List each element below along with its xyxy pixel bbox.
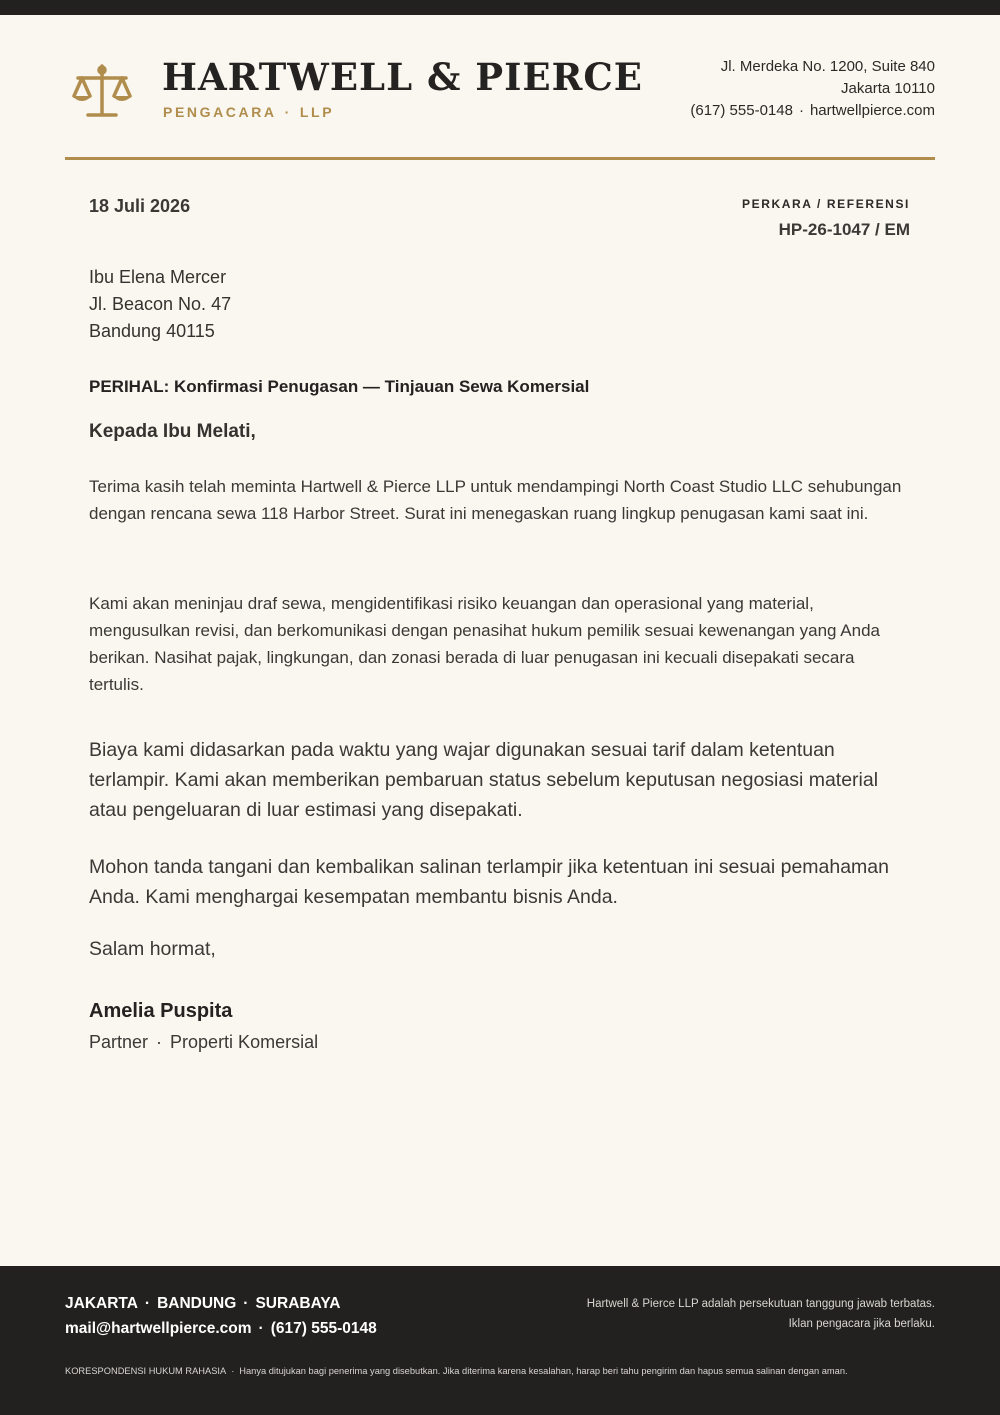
firm-subtitle: [163, 104, 334, 120]
address-line-2: Jakarta 10110: [841, 80, 935, 97]
footer-legal-notice: [587, 1294, 935, 1334]
letter-date: 18 Juli 2026: [89, 196, 191, 216]
body-paragraph-2: Kami akan meninjau draf sewa, mengidentifikasi risiko keuangan dan operasional yang material, mengusulkan revisi, dan berkomunikasi dengan penasihat hukum pemilik sesuai kewenangan yang Anda berikan. Nasihat pajak, lingkungan, dan zonasi berada di luar penugasan ini kecuali disepakati secara tertulis.: [89, 594, 880, 694]
contact-line: [690, 100, 935, 122]
header-divider: [65, 157, 935, 160]
body-paragraph-1: Terima kasih telah meminta Hartwell & Pierce LLP untuk mendampingi North Coast Studio LLC sehubungan dengan rencana sewa 118 Harbor Street. Surat ini menegaskan ruang lingkup penugasan kami saat ini.: [89, 477, 902, 523]
firm-address: [690, 56, 935, 122]
recipient-block: [89, 264, 231, 345]
salutation: Kepada Ibu Melati,: [89, 421, 256, 442]
footer-email-link[interactable]: mail@hartwellpierce.com: [65, 1320, 252, 1337]
confidentiality-label: KORESPONDENSI HUKUM RAHASIA: [65, 1366, 227, 1376]
separator-dot: ·: [798, 102, 804, 119]
recipient-city: Bandung 40115: [89, 321, 215, 341]
body-paragraph-3: Biaya kami didasarkan pada waktu yang wajar digunakan sesuai tarif dalam ketentuan terlampir. Kami akan memberikan pembaruan status sebelum keputusan negosiasi material atau pengeluaran di luar estimasi yang disepakati.: [89, 739, 879, 821]
letter-subject: PERIHAL: Konfirmasi Penugasan — Tinjauan Sewa Komersial: [89, 377, 590, 396]
firm-subtitle-entity: LLP: [299, 104, 335, 120]
signer-practice: Properti Komersial: [170, 1032, 319, 1052]
legal-line-1: Hartwell & Pierce LLP adalah persekutuan tanggung jawab terbatas.: [586, 1298, 935, 1310]
signer-name: Amelia Puspita: [89, 1000, 233, 1022]
separator-dot: ·: [284, 104, 292, 120]
signer-role: Partner: [89, 1032, 149, 1052]
separator-dot: ·: [144, 1295, 151, 1312]
reference-number: HP-26-1047 / EM: [778, 220, 910, 239]
firm-subtitle-practice: PENGACARA: [163, 104, 277, 120]
firm-phone: (617) 555-0148: [690, 102, 793, 119]
closing: Salam hormat,: [89, 938, 216, 960]
footer-cities: [65, 1295, 340, 1313]
signer-title: [89, 1032, 318, 1053]
firm-website-link[interactable]: hartwellpierce.com: [809, 102, 935, 119]
address-line-1: Jl. Merdeka No. 1200, Suite 840: [720, 58, 935, 75]
recipient-street: Jl. Beacon No. 47: [89, 294, 232, 314]
firm-name: HARTWELL & PIERCE: [162, 55, 643, 99]
separator-dot: ·: [258, 1320, 264, 1337]
footer-city: JAKARTA: [65, 1295, 138, 1312]
scales-of-justice-icon: [70, 62, 134, 120]
footer-city: BANDUNG: [157, 1295, 237, 1312]
separator-dot: ·: [243, 1295, 249, 1312]
separator-dot: ·: [231, 1366, 235, 1376]
top-bar: [0, 0, 1000, 15]
footer-phone: (617) 555-0148: [270, 1320, 377, 1337]
confidentiality-notice: [65, 1366, 848, 1376]
reference-label: PERKARA / REFERENSI: [742, 197, 910, 211]
body-paragraph-4: Mohon tanda tangani dan kembalikan salinan terlampir jika ketentuan ini sesuai pemahaman Anda. Kami menghargai kesempatan membantu bisnis Anda.: [89, 856, 889, 908]
footer-city: SURABAYA: [255, 1295, 341, 1312]
separator-dot: ·: [156, 1032, 163, 1052]
legal-line-2: Iklan pengacara jika berlaku.: [788, 1318, 935, 1330]
footer: [0, 1266, 1000, 1415]
confidentiality-text: Hanya ditujukan bagi penerima yang disebutkan. Jika diterima karena kesalahan, harap beri tahu pengirim dan hapus semua salinan dengan aman.: [239, 1366, 848, 1376]
footer-contact: [65, 1320, 377, 1338]
recipient-name: Ibu Elena Mercer: [89, 267, 227, 287]
